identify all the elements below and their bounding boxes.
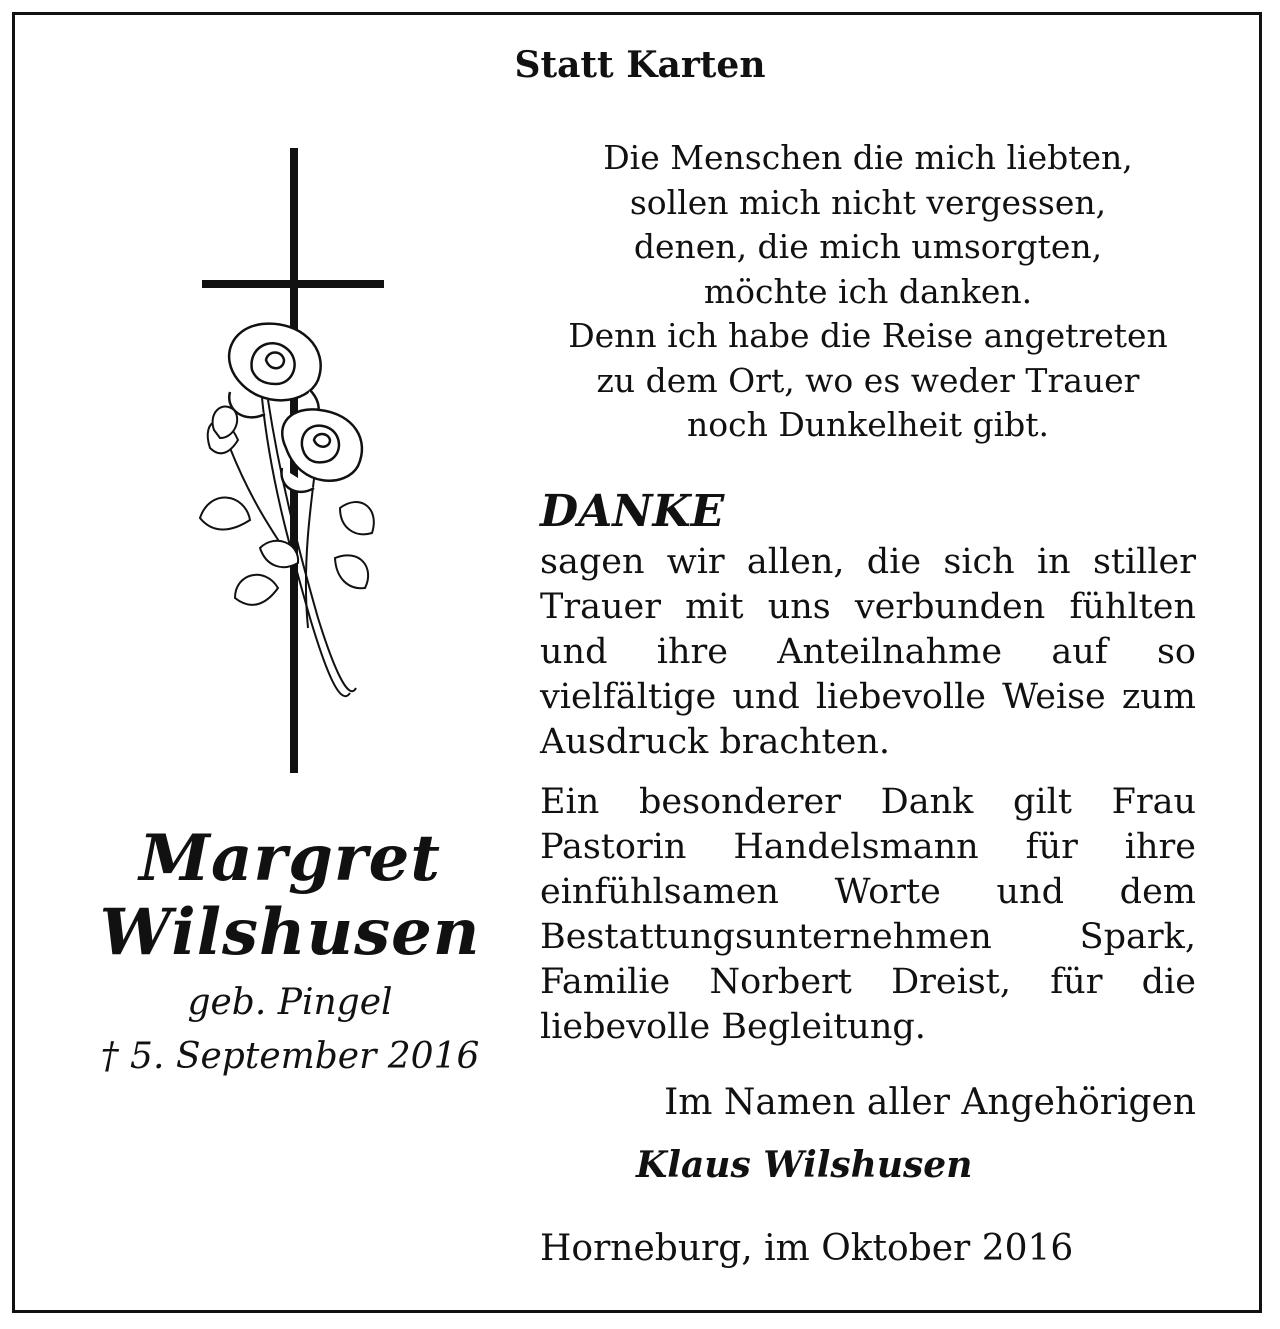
poem-line: sollen mich nicht vergessen, (629, 182, 1107, 222)
poem-line: Denn ich habe die Reise angetreten (568, 316, 1168, 355)
place-date: Horneburg, im Oktober 2016 (540, 1228, 1074, 1269)
deceased-first-name: Margret (139, 821, 441, 896)
poem-line: Die Menschen die mich liebten, (603, 138, 1133, 177)
thanks-heading: DANKE (540, 486, 725, 537)
poem-line: möchte ich danken. (703, 271, 1033, 311)
deceased-last-name: Wilshusen (99, 895, 481, 970)
poem-line: zu dem Ort, wo es weder Trauer (596, 360, 1140, 400)
thanks-paragraph-2: Ein besonderer Dank gilt Frau Pastorin Handelsmann für ihre einfühlsamen Worte und dem Bestattungsunternehmen Spark, Familie Norbert Dreist, für die liebevolle Begleitung. (540, 782, 1196, 1047)
deceased-name (40, 822, 540, 970)
maiden-name: geb. Pingel (187, 982, 393, 1023)
poem-line: denen, die mich umsorgten, (633, 227, 1103, 266)
cross-with-roses-icon (190, 148, 400, 773)
poem (540, 136, 1196, 448)
death-date: † 5. September 2016 (100, 1036, 480, 1077)
poem-line: noch Dunkelheit gibt. (686, 405, 1050, 444)
signer-name: Klaus Wilshusen (636, 1144, 973, 1186)
signoff: Im Namen aller Angehörigen (664, 1082, 1196, 1123)
thanks-paragraph-1: sagen wir allen, die sich in stiller Trauer mit uns verbunden fühlten und ihre Anteilnahme auf so vielfältige und liebevolle Weise zum Ausdruck brachten. (540, 542, 1196, 762)
notice-heading: Statt Karten (514, 44, 766, 86)
